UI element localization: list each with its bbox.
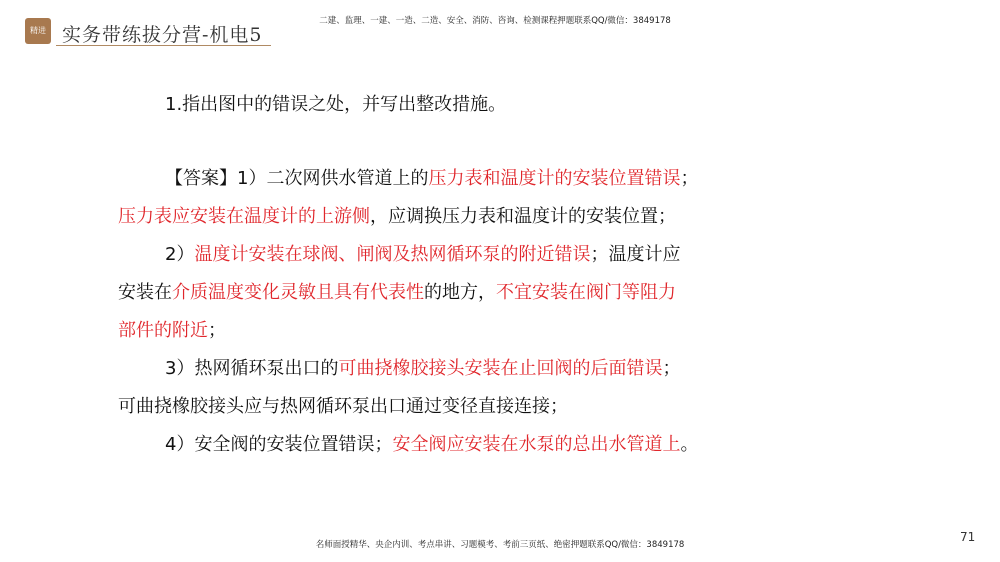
answer-highlight: 部件的附近	[118, 320, 208, 341]
answer-text: 安装在	[118, 282, 172, 303]
answer-highlight: 压力表应安装在温度计的上游侧	[118, 206, 370, 227]
page-number: 71	[960, 530, 976, 544]
answer-text: 的地方，	[424, 282, 496, 303]
answer-line-4	[118, 274, 828, 312]
answer-highlight: 温度计安装在球阀、闸阀及热网循环泵的附近错误	[194, 244, 591, 265]
course-title: 实务带练拔分营-机电5	[62, 24, 263, 46]
answer-line-1	[118, 160, 828, 198]
answer-highlight: 安全阀应安装在水泵的总出水管道上	[392, 434, 681, 455]
answer-text: ；温度计应	[590, 244, 681, 265]
answer-line-6	[118, 350, 828, 388]
top-contact-banner: 二建、监理、一建、一造、二造、安全、消防、咨询、检测课程押题联系QQ/微信：3849178	[319, 16, 671, 26]
answer-text: ；	[662, 358, 681, 379]
answer-text: ；	[680, 168, 699, 189]
brand-logo: 精进	[25, 18, 51, 44]
answer-highlight: 可曲挠橡胶接头安装在止回阀的后面错误	[338, 358, 663, 379]
answer-highlight: 压力表和温度计的安装位置错误	[428, 168, 681, 189]
answer-text: 4）安全阀的安装位置错误；	[165, 434, 393, 455]
answer-block	[118, 160, 828, 464]
answer-text: 3）热网循环泵出口的	[165, 358, 339, 379]
answer-text: ；	[208, 320, 226, 341]
title-underline	[56, 45, 271, 46]
bottom-contact-banner: 名师面授精华、央企内训、考点串讲、习题模考、考前三页纸、绝密押题联系QQ/微信：3849178	[315, 540, 685, 550]
answer-line-7	[118, 388, 828, 426]
answer-text: ，应调换压力表和温度计的安装位置；	[370, 206, 676, 227]
answer-text: 2）	[165, 244, 195, 265]
answer-line-3	[118, 236, 828, 274]
answer-highlight: 介质温度变化灵敏且具有代表性	[172, 282, 424, 303]
answer-line-5	[118, 312, 828, 350]
answer-highlight: 不宜安装在阀门等阻力	[496, 282, 676, 303]
answer-text: 可曲挠橡胶接头应与热网循环泵出口通过变径直接连接；	[118, 396, 568, 417]
answer-text: 【答案】1）二次网供水管道上的	[165, 168, 429, 189]
question-text: 1.指出图中的错误之处，并写出整改措施。	[165, 94, 507, 115]
answer-line-8	[118, 426, 828, 464]
answer-line-2	[118, 198, 828, 236]
answer-text: 。	[680, 434, 699, 455]
